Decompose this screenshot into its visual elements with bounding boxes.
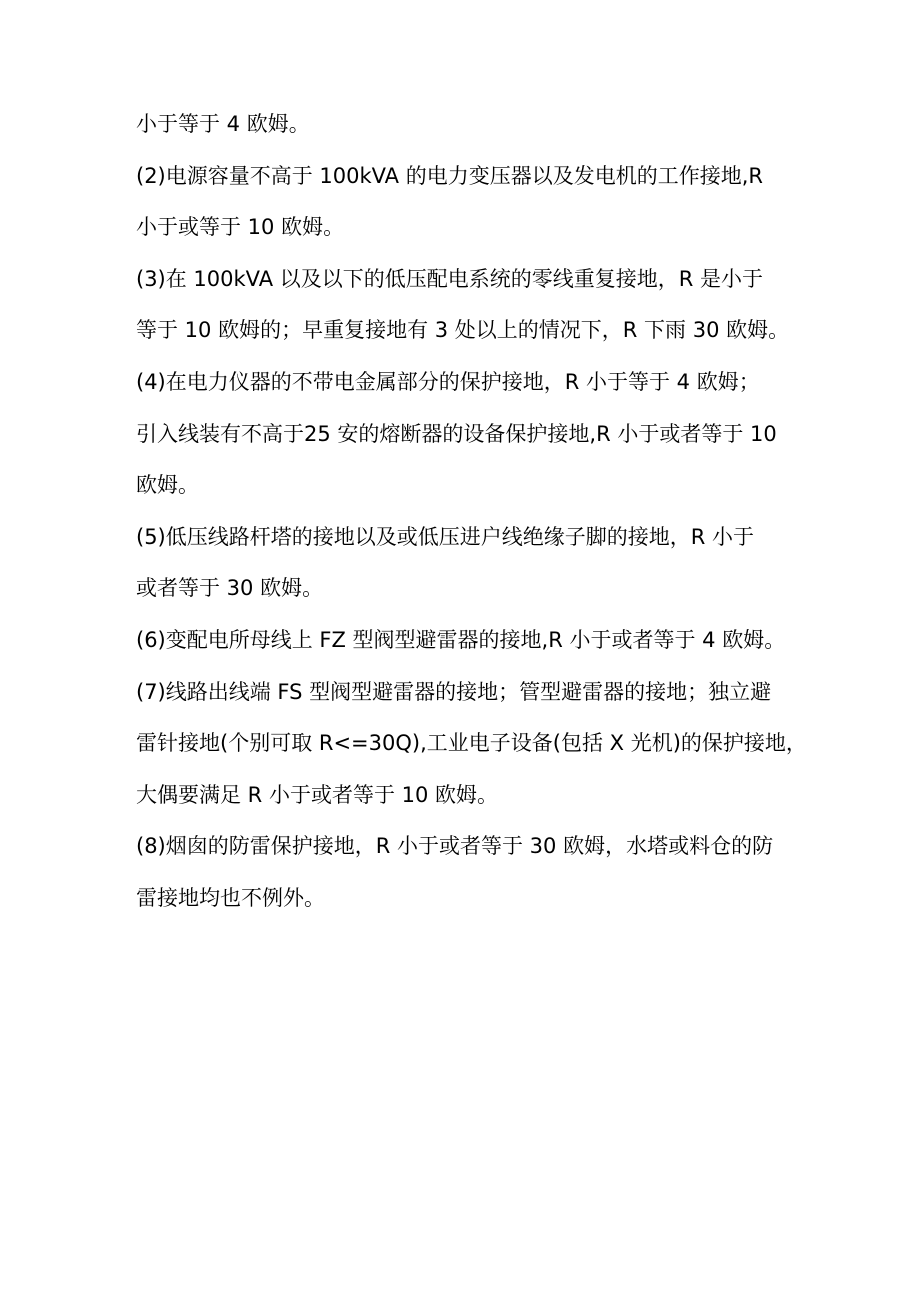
text-line: 雷接地均也不例外。 — [136, 885, 325, 910]
text-line: (3)在 100kVA 以及以下的低压配电系统的零线重复接地，R 是小于 — [136, 266, 763, 291]
text-line: (7)线路出线端 FS 型阀型避雷器的接地；管型避雷器的接地；独立避 — [136, 679, 772, 704]
text-line: 或者等于 30 欧姆。 — [136, 576, 324, 601]
text-line: (6)变配电所母线上 FZ 型阀型避雷器的接地,R 小于或者等于 4 欧姆。 — [136, 627, 786, 652]
text-line: 小于或等于 10 欧姆。 — [136, 215, 345, 240]
text-line: (5)低压线路杆塔的接地以及或低压进户线绝缘子脚的接地，R 小于 — [136, 524, 755, 549]
text-line: 大偶要满足 R 小于或者等于 10 欧姆。 — [136, 782, 499, 807]
text-line: 引入线装有不高于25 安的熔断器的设备保护接地,R 小于或者等于 10 — [136, 421, 777, 446]
text-line: 雷针接地(个别可取 R<=30Q),工业电子设备(包括 X 光机)的保护接地， — [136, 731, 807, 756]
text-line: (2)电源容量不高于 100kVA 的电力变压器以及发电机的工作接地,R — [136, 163, 763, 188]
document-body — [136, 110, 806, 936]
text-line: 欧姆。 — [136, 473, 199, 498]
text-line: (4)在电力仪器的不带电金属部分的保护接地，R 小于等于 4 欧姆； — [136, 369, 760, 394]
text-line: 小于等于 4 欧姆。 — [136, 112, 310, 136]
text-line: (8)烟囱的防雷保护接地，R 小于或者等于 30 欧姆，水塔或料仓的防 — [136, 834, 774, 859]
text-line: 等于 10 欧姆的；早重复接地有 3 处以上的情况下，R 下雨 30 欧姆。 — [136, 318, 790, 343]
